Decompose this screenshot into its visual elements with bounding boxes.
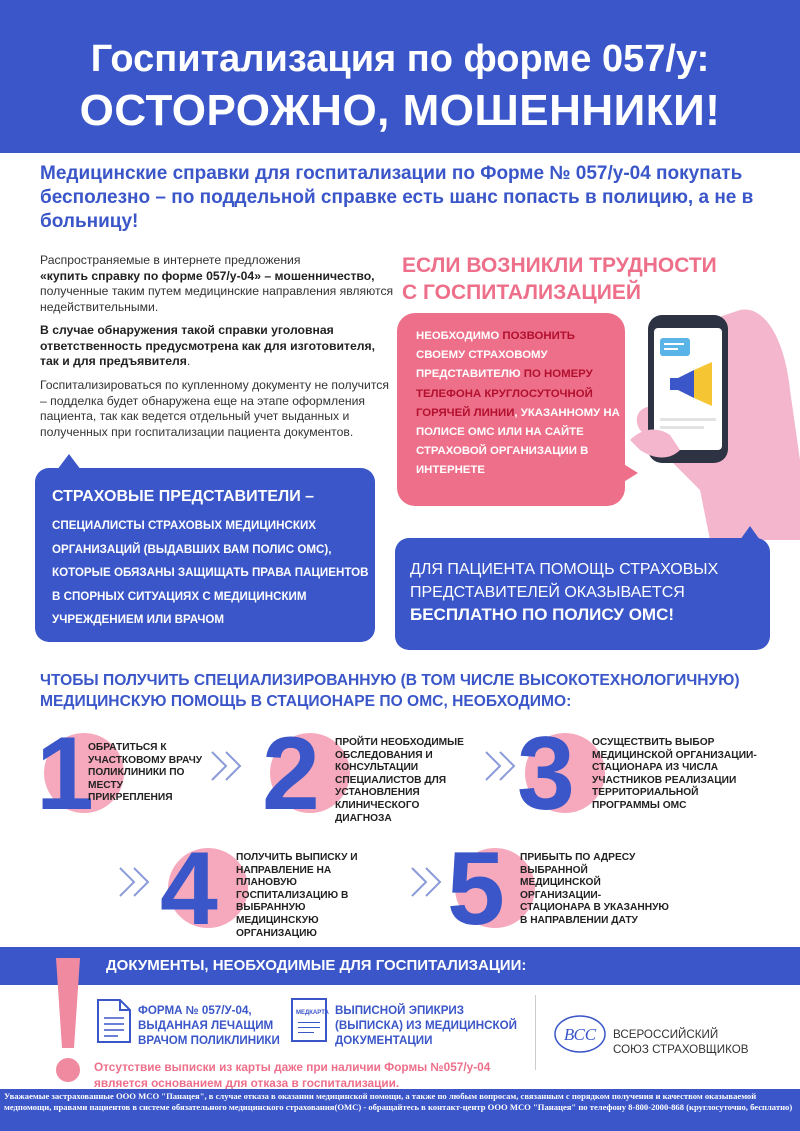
step-2-text: ПРОЙТИ НЕОБХОДИМЫЕ ОБСЛЕДОВАНИЯ И КОНСУЛЬТАЦИИ СПЕЦИАЛИСТОВ ДЛЯ УСТАНОВЛЕНИЯ КЛИНИЧЕСКОГО ДИАГНОЗА (335, 737, 464, 824)
trouble-line-2: С ГОСПИТАЛИЗАЦИЕЙ (402, 281, 641, 304)
body-paragraph-2 (40, 323, 395, 370)
representatives-title: СТРАХОВЫЕ ПРЕДСТАВИТЕЛИ – (52, 488, 315, 505)
step-3-number: 3 (517, 716, 575, 832)
footer-text: Уважаемые застрахованные ООО МСО "Панацея", в случае отказа в оказании медицинской помощи, а также по любым вопросам, связанным с порядком получения и качеством оказываемой медпомощи, правами пациентов в системе обязательного медицинского страхования(ОМС) - обращайтесь в контакт-центр ООО МСО "Панацея" по телефону 8-800-2000-868 (круглосуточно, бесплатно) (4, 1091, 793, 1112)
exclamation-icon (50, 958, 86, 1084)
chevron-right-icon (208, 748, 248, 784)
page-title: Госпитализация по форме 057/у: (90, 38, 710, 80)
step-4-number: 4 (160, 831, 218, 947)
vss-logo (553, 1014, 607, 1054)
document-2-text: ВЫПИСНОЙ ЭПИКРИЗ (ВЫПИСКА) ИЗ МЕДИЦИНСКОЙ ДОКУМЕНТАЦИИ (335, 1004, 517, 1047)
hotline-c: СВОЕМУ СТРАХОВОМУ ПРЕДСТАВИТЕЛЮ (416, 349, 548, 381)
body-paragraph-3: Госпитализироваться по купленному документу не получится – подделка будет обнаружена еще на этапе оформления пациента, так как ведется отдельный учет выданных и полученных при госпитализации пациента документов. (40, 378, 389, 439)
representatives-text: СПЕЦИАЛИСТЫ СТРАХОВЫХ МЕДИЦИНСКИХ ОРГАНИЗАЦИЙ (ВЫДАВШИХ ВАМ ПОЛИС ОМС), КОТОРЫЕ ОБЯЗАНЫ ЗАЩИЩАТЬ ПРАВА ПАЦИЕНТОВ В СПОРНЫХ СИТУАЦИЯХ С МЕДИЦИНСКИМ УЧРЕЖДЕНИЕМ ИЛИ ВРАЧОМ (52, 519, 369, 627)
free-help-text: ДЛЯ ПАЦИЕНТА ПОМОЩЬ СТРАХОВЫХ ПРЕДСТАВИТЕЛЕЙ ОКАЗЫВАЕТСЯ (410, 561, 719, 601)
medcard-icon (291, 998, 327, 1042)
hotline-call: ПОЗВОНИТЬ (502, 330, 575, 342)
org-name-line-1: ВСЕРОССИЙСКИЙ (613, 1028, 719, 1041)
document-icon (96, 998, 132, 1044)
org-name (613, 1027, 793, 1057)
p2-dot: . (186, 354, 191, 368)
hotline-number-phrase: ПО НОМЕРУ ТЕЛЕФОНА КРУГЛОСУТОЧНОЙ ГОРЯЧЕЙ ЛИНИИ (416, 368, 593, 419)
p1-a: Распространяемые в интернете предложения (40, 253, 301, 267)
trouble-line-1: ЕСЛИ ВОЗНИКЛИ ТРУДНОСТИ (402, 254, 717, 277)
hotline-text (416, 327, 621, 481)
phone-in-hand-icon (600, 300, 800, 540)
document-1-text: ФОРМА № 057/У-04, ВЫДАННАЯ ЛЕЧАЩИМ ВРАЧОМ ПОЛИКЛИНИКИ (138, 1004, 280, 1047)
step-3-text: ОСУЩЕСТВИТЬ ВЫБОР МЕДИЦИНСКОЙ ОРГАНИЗАЦИИ-СТАЦИОНАРА ИЗ ЧИСЛА УЧАСТНИКОВ РЕАЛИЗАЦИИ ТЕРРИТОРИАЛЬНОЙ ПРОГРАММЫ ОМС (592, 737, 757, 811)
p1-b: «купить справку по форме 057/у-04» – мошенничество, (40, 268, 375, 283)
steps-title: ЧТОБЫ ПОЛУЧИТЬ СПЕЦИАЛИЗИРОВАННУЮ (В ТОМ ЧИСЛЕ ВЫСОКОТЕХНОЛОГИЧНУЮ) МЕДИЦИНСКУЮ ПОМОЩЬ В СТАЦИОНАРЕ ПО ОМС, НЕОБХОДИМО: (40, 672, 740, 710)
vss-logo-letters: ВСС (563, 1025, 597, 1044)
p2-bold: В случае обнаружения такой справки уголовная ответственность предусмотрена как для изготовителя, так и для предъявителя (40, 323, 375, 368)
divider (535, 995, 536, 1070)
chevron-right-icon (408, 864, 448, 900)
documents-title: ДОКУМЕНТЫ, НЕОБХОДИМЫЕ ДЛЯ ГОСПИТАЛИЗАЦИИ: (106, 957, 527, 974)
p1-c: полученные таким путем медицинские направления являются недействительными. (40, 284, 394, 314)
step-4-text: ПОЛУЧИТЬ ВЫПИСКУ И НАПРАВЛЕНИЕ НА ПЛАНОВУЮ ГОСПИТАЛИЗАЦИЮ В ВЫБРАННУЮ МЕДИЦИНСКУЮ ОРГАНИЗАЦИЮ (236, 852, 358, 939)
medcard-icon-label: МЕДКАРТА (296, 1010, 329, 1016)
page-subtitle: ОСТОРОЖНО, МОШЕННИКИ! (79, 86, 721, 135)
body-paragraph-1 (40, 253, 395, 315)
intro-text: Медицинские справки для госпитализации по Форме № 057/у-04 покупать бесполезно – по поддельной справке есть шанс попасть в полицию, а не в больницу! (40, 163, 754, 232)
step-5-number: 5 (447, 831, 505, 947)
free-help-bold: БЕСПЛАТНО ПО ПОЛИСУ ОМС! (410, 605, 675, 624)
hotline-a: НЕОБХОДИМО (416, 330, 503, 342)
hotline-e: , УКАЗАННОМУ НА ПОЛИСЕ ОМС ИЛИ НА САЙТЕ СТРАХОВОЙ ОРГАНИЗАЦИИ В ИНТЕРНЕТЕ (416, 406, 620, 477)
warning-text: Отсутствие выписки из карты даже при наличии Формы №057/у-04 является основанием для отказа в госпитализации. (94, 1060, 491, 1090)
step-1-number: 1 (36, 716, 94, 832)
org-name-line-2: СОЮЗ СТРАХОВЩИКОВ (613, 1043, 749, 1056)
chevron-right-icon (116, 864, 156, 900)
step-5-text: ПРИБЫТЬ ПО АДРЕСУ ВЫБРАННОЙ МЕДИЦИНСКОЙ ОРГАНИЗАЦИИ-СТАЦИОНАРА В УКАЗАННУЮ В НАПРАВЛЕНИИ ДАТУ (520, 852, 669, 926)
trouble-heading (402, 252, 792, 306)
step-1-text: ОБРАТИТЬСЯ К УЧАСТКОВОМУ ВРАЧУ ПОЛИКЛИНИКИ ПО МЕСТУ ПРИКРЕПЛЕНИЯ (88, 742, 203, 804)
chevron-right-icon (482, 748, 522, 784)
step-2-number: 2 (262, 716, 320, 832)
